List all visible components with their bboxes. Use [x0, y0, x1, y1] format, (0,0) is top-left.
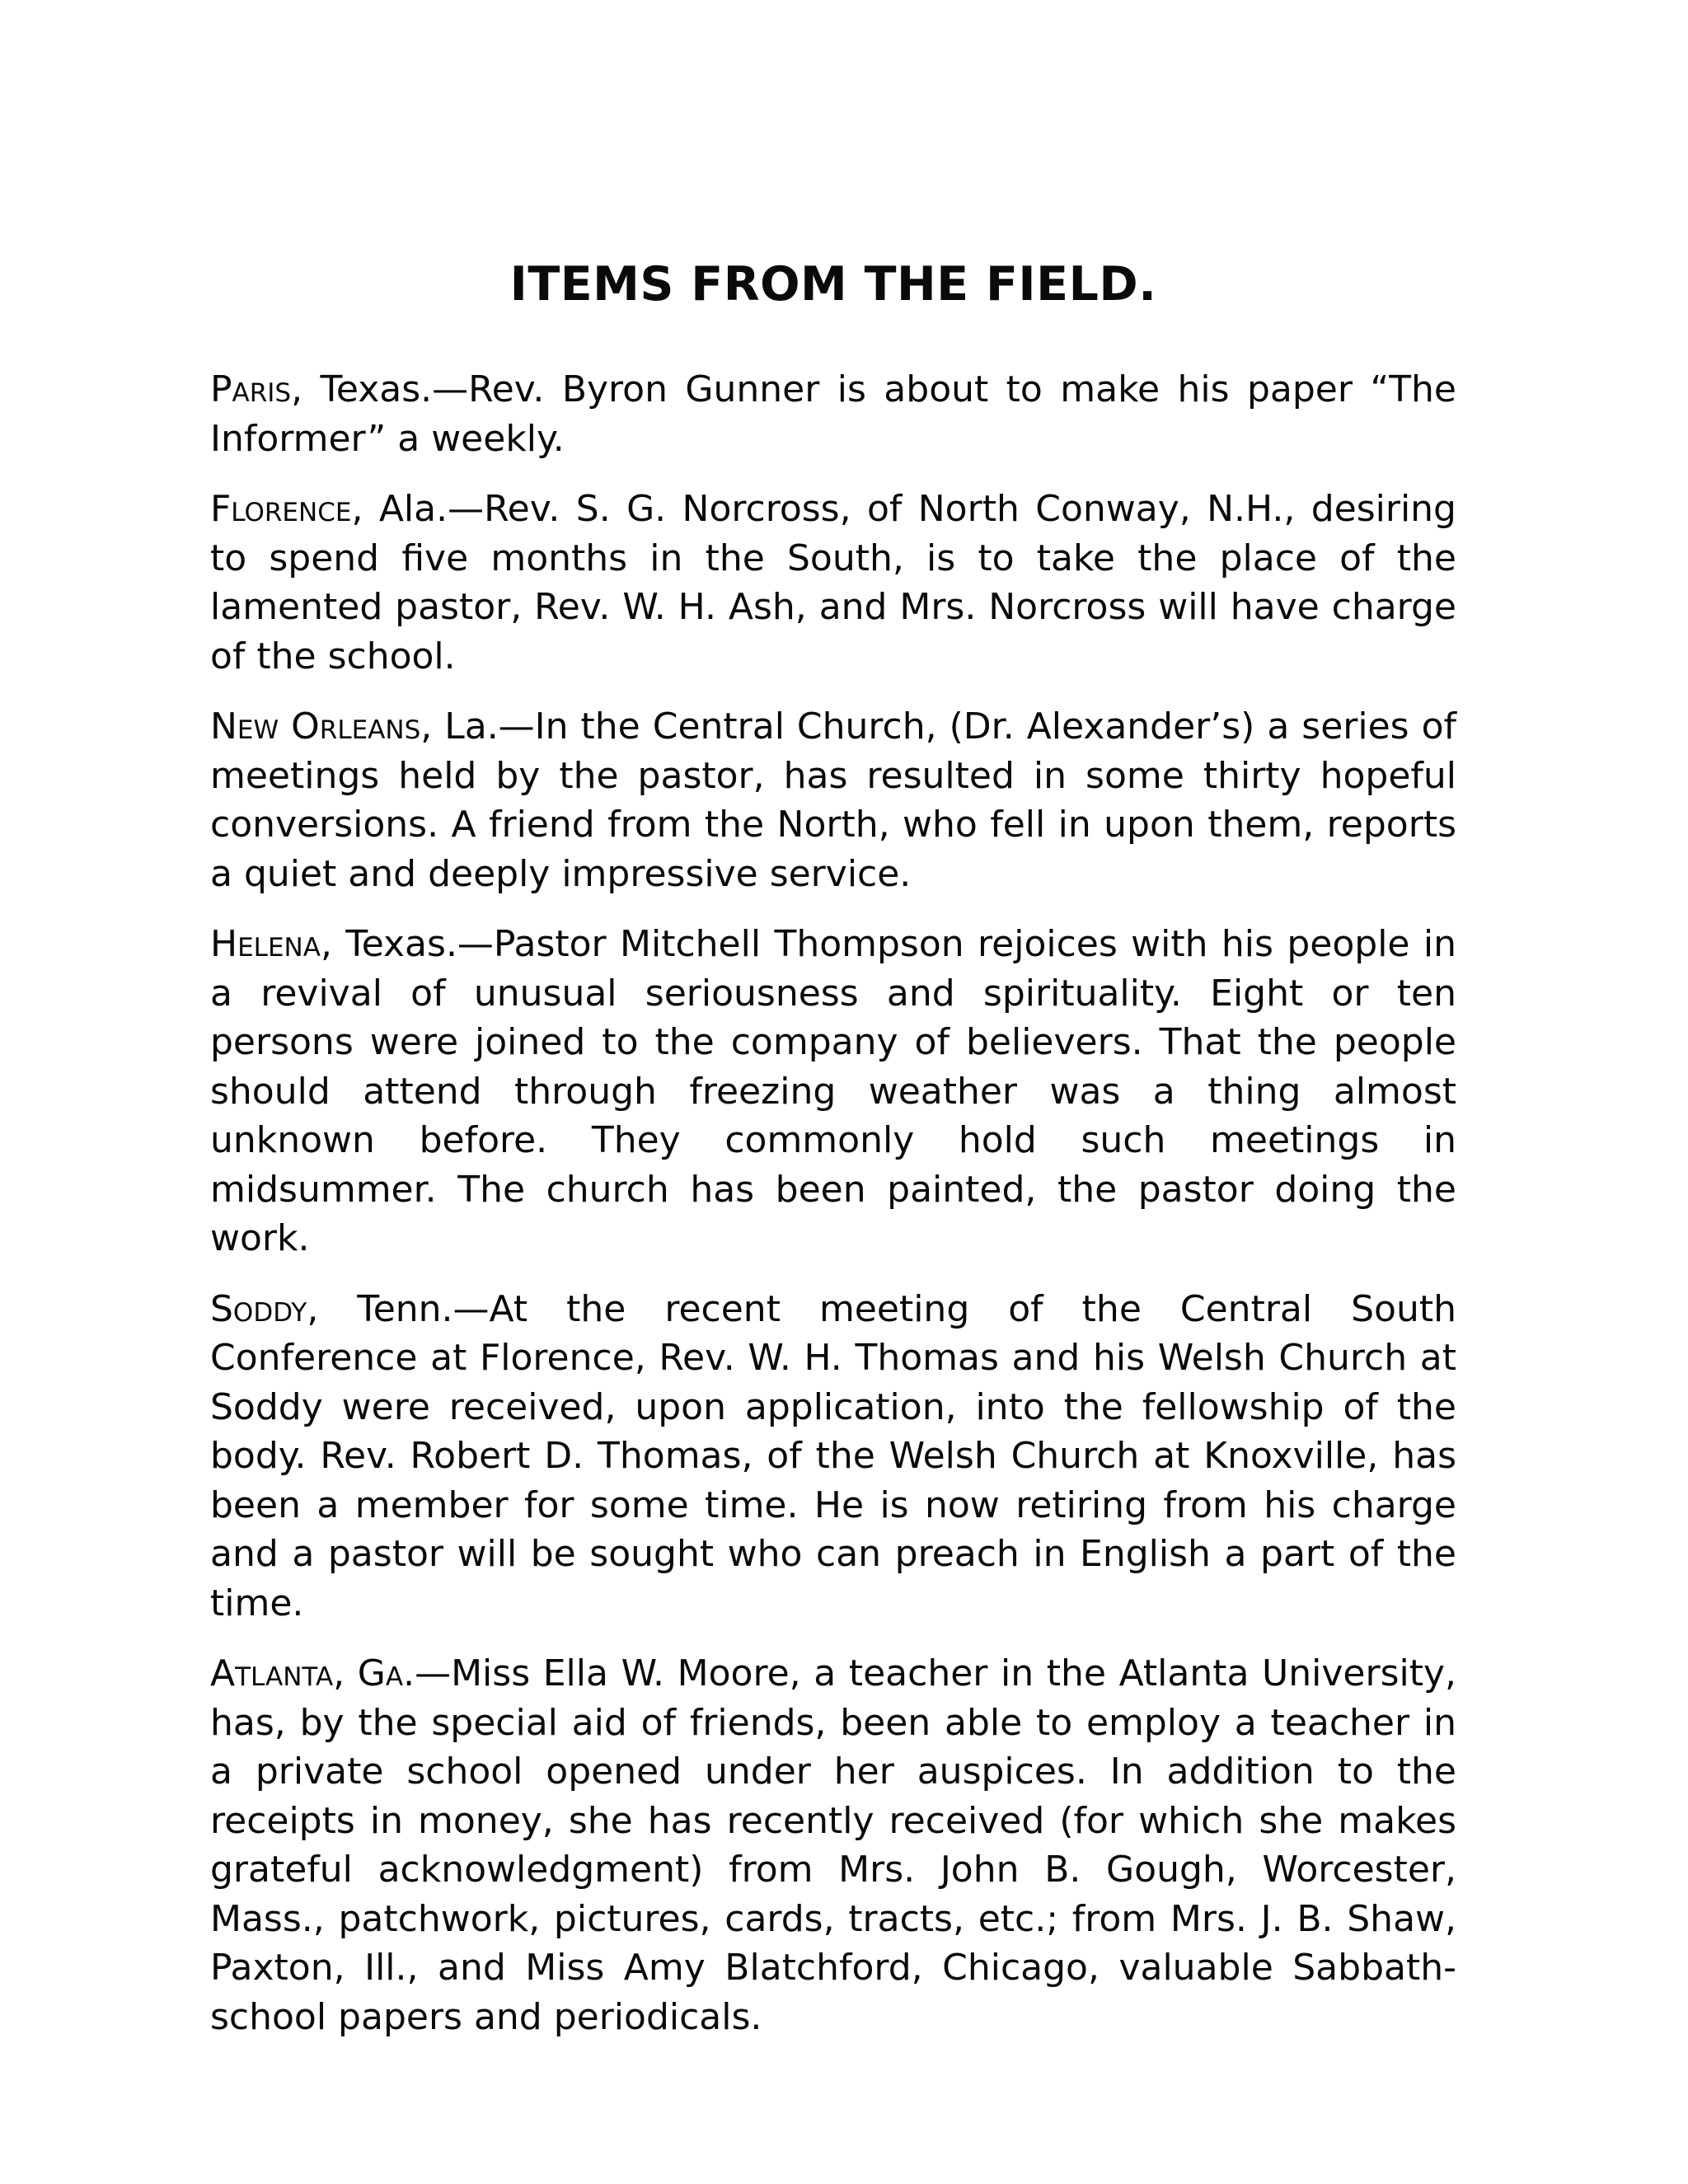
item-florence	[210, 485, 1456, 681]
page-title: ITEMS FROM THE FIELD.	[509, 257, 1157, 312]
item-text: , La.—In the Central Church, (Dr. Alexander’s) a series of meetings held by the pastor, has resulted in some thirty hopeful conversions. A friend from the North, who fell in upon them, reports a quiet and deeply impressive service.	[210, 705, 1456, 895]
item-text: , Tenn.—At the recent meeting of the Central South Conference at Florence, Rev. W. H. Thomas and his Welsh Church at Soddy were received, upon application, into the fellowship of the body. Rev. Robert D. Thomas, of the Welsh Church at Knoxville, has been a member for some time. He is now retiring from his charge and a pastor will be sought who can preach in English a part of the time.	[210, 1287, 1456, 1624]
item-paris	[210, 365, 1456, 463]
item-new-orleans	[210, 702, 1456, 898]
place-name: Atlanta	[210, 1652, 334, 1694]
place-separator: ,	[333, 1652, 358, 1694]
place-name: Paris	[210, 368, 292, 410]
item-atlanta	[210, 1649, 1456, 2041]
place-name: Soddy	[210, 1287, 307, 1330]
item-text: .—Miss Ella W. Moore, a teacher in the Atlanta University, has, by the special aid of friends, been able to employ a teacher in a private school opened under her auspices. In addition to the receipts in money, she has recently received (for which she makes grateful acknowledgment) from Mrs. John B. Gough, Worcester, Mass., patchwork, pictures, cards, tracts, etc.; from Mrs. J. B. Shaw, Paxton, Ill., and Miss Amy Blatchford, Chicago, valuable Sabbath-school papers and periodicals.	[210, 1652, 1456, 2038]
item-soddy	[210, 1285, 1456, 1629]
item-text: , Texas.—Pastor Mitchell Thompson rejoices with his people in a revival of unusual seriousness and spirituality. Eight or ten persons were joined to the company of believers. That the people should attend through freezing weather was a thing almost unknown before. They commonly hold such meetings in midsummer. The church has been painted, the pastor doing the work.	[210, 923, 1456, 1259]
item-text: , Texas.—Rev. Byron Gunner is about to make his paper “The Informer” a weekly.	[210, 368, 1456, 460]
item-helena	[210, 920, 1456, 1263]
place-name: Helena	[210, 923, 321, 965]
document-page	[210, 251, 1456, 2063]
place-name: Florence	[210, 488, 352, 530]
state-name: Ga	[357, 1652, 404, 1694]
place-name: New Orleans	[210, 705, 421, 748]
item-text: , Ala.—Rev. S. G. Norcross, of North Conway, N.H., desiring to spend five months in the South, is to take the place of the lamented pastor, Rev. W. H. Ash, and Mrs. Norcross will have charge of the school.	[210, 488, 1456, 677]
